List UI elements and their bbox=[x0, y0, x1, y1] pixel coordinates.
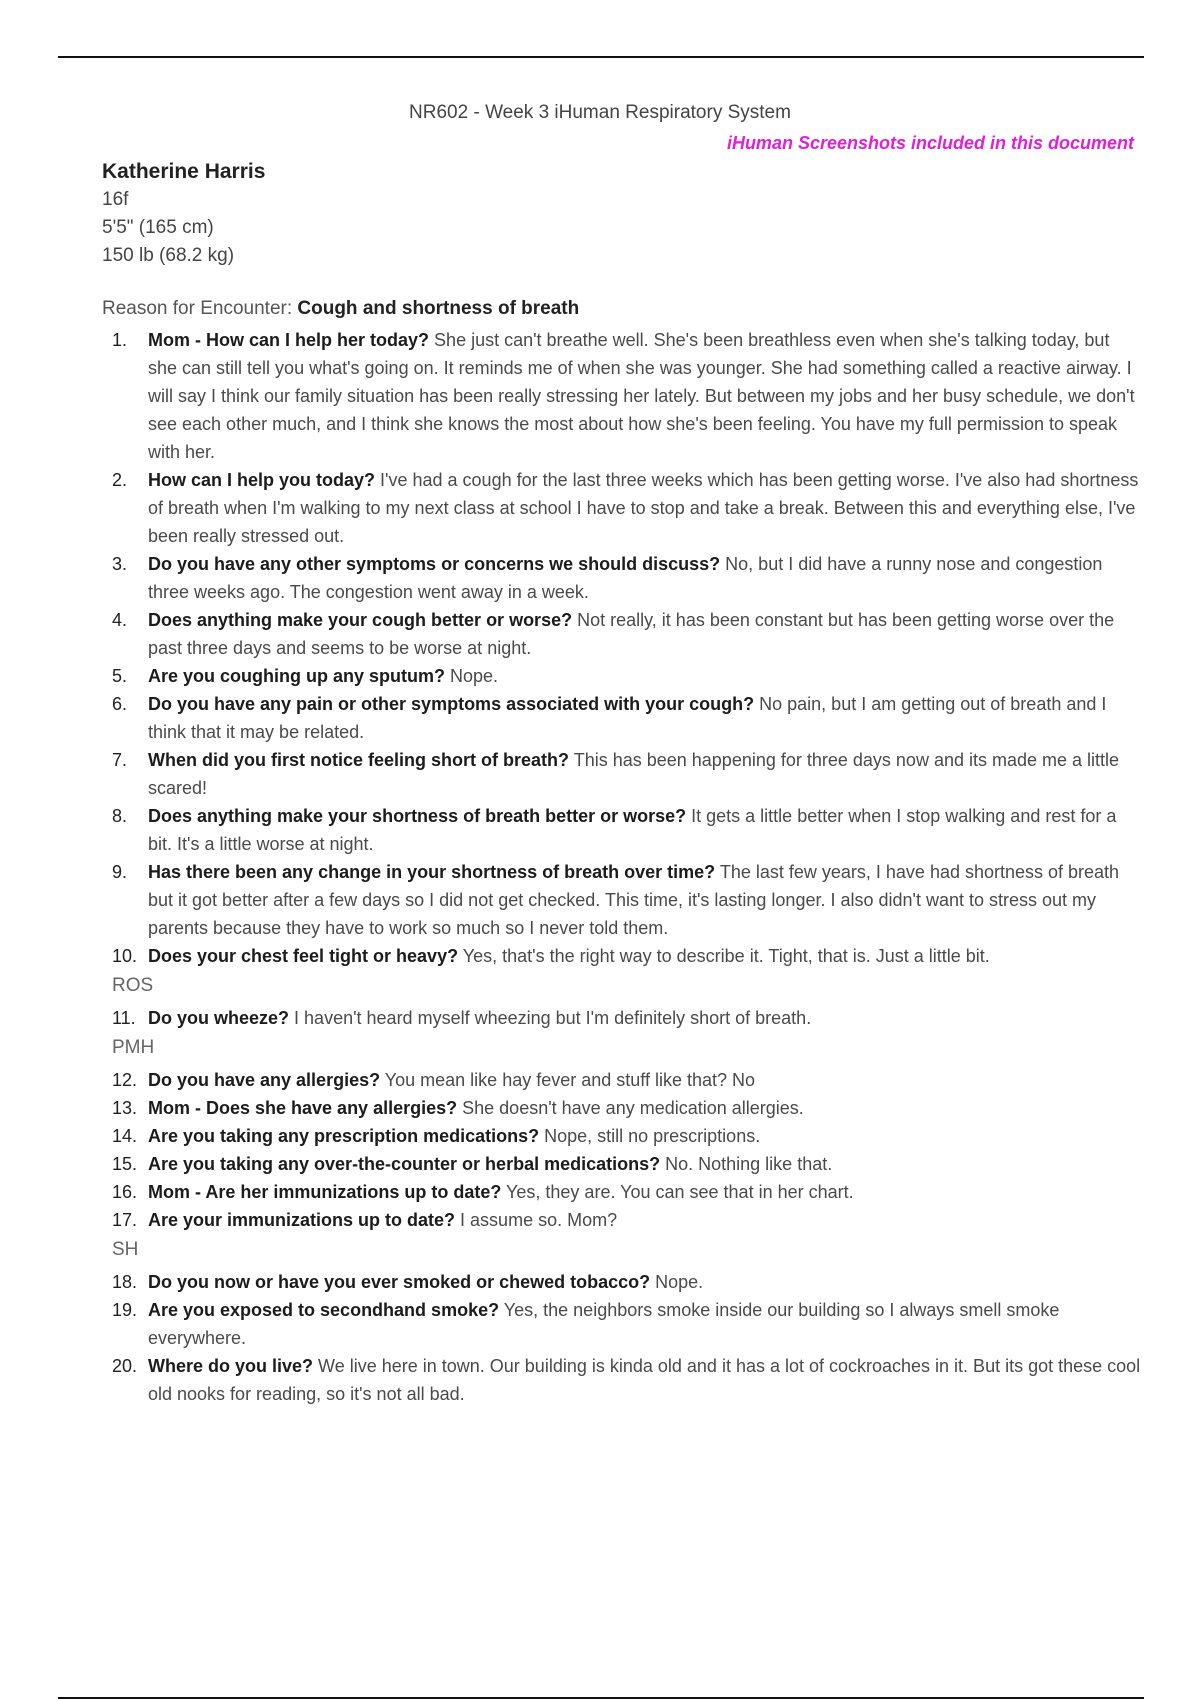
qa-number: 2. bbox=[112, 470, 128, 490]
qa-answer: Yes, that's the right way to describe it. Tight, that is. Just a little bit. bbox=[462, 946, 990, 966]
qa-list bbox=[102, 326, 1142, 1408]
qa-question: Where do you live? bbox=[148, 1356, 314, 1376]
reason-label: Reason for Encounter: bbox=[102, 298, 298, 319]
qa-question: Does your chest feel tight or heavy? bbox=[148, 946, 459, 966]
qa-answer: Nope. bbox=[450, 666, 499, 686]
qa-number: 11. bbox=[112, 1008, 136, 1028]
qa-answer: Not really, it has been constant but has been getting worse over the past three days and seems to be worse at night. bbox=[148, 610, 1115, 658]
qa-answer: No pain, but I am getting out of breath and I think that it may be related. bbox=[148, 694, 1107, 742]
qa-item bbox=[102, 1178, 1142, 1206]
qa-question: Do you now or have you ever smoked or chewed tobacco? bbox=[148, 1272, 651, 1292]
screenshot-note: iHuman Screenshots included in this document bbox=[726, 133, 1134, 153]
qa-question: Are you coughing up any sputum? bbox=[148, 666, 445, 686]
qa-number: 20. bbox=[112, 1356, 138, 1376]
qa-answer: She just can't breathe well. She's been breathless even when she's talking today, but she can still tell you what's going on. It reminds me of when she was younger. She had something called a reactive airway. I will say I think our family situation has been really stressing her lately. But between my jobs and her busy schedule, we don't see each other much, and I think she knows the most about how she's been feeling. You have my full permission to speak with her. bbox=[148, 330, 1135, 462]
qa-number: 14. bbox=[112, 1126, 138, 1146]
qa-number: 13. bbox=[112, 1098, 138, 1118]
qa-question: When did you first notice feeling short of breath? bbox=[148, 750, 570, 770]
qa-number: 7. bbox=[112, 750, 128, 770]
qa-item bbox=[102, 802, 1142, 858]
qa-number: 4. bbox=[112, 610, 128, 630]
qa-question: Are you taking any over-the-counter or herbal medications? bbox=[148, 1154, 661, 1174]
qa-answer: It gets a little better when I stop walking and rest for a bit. It's a little worse at night. bbox=[148, 806, 1117, 854]
section-heading-ros: ROS bbox=[112, 975, 154, 996]
qa-item bbox=[102, 1066, 1142, 1094]
section-heading-pmh: PMH bbox=[112, 1037, 155, 1058]
qa-answer: Yes, the neighbors smoke inside our building so I always smell smoke everywhere. bbox=[148, 1300, 1060, 1348]
document-title: NR602 - Week 3 iHuman Respiratory System bbox=[409, 102, 791, 123]
qa-question: Are you exposed to secondhand smoke? bbox=[148, 1300, 500, 1320]
qa-number: 9. bbox=[112, 862, 128, 882]
qa-number: 15. bbox=[112, 1154, 138, 1174]
qa-answer: Nope. bbox=[655, 1272, 704, 1292]
qa-item bbox=[102, 746, 1142, 802]
patient-name: Katherine Harris bbox=[102, 160, 266, 183]
qa-item bbox=[102, 550, 1142, 606]
patient-age-sex: 16f bbox=[102, 189, 129, 210]
qa-answer: Yes, they are. You can see that in her chart. bbox=[506, 1182, 854, 1202]
qa-answer: I assume so. Mom? bbox=[460, 1210, 618, 1230]
qa-item bbox=[102, 1150, 1142, 1178]
qa-answer: The last few years, I have had shortness of breath but it got better after a few days so I did not get checked. This time, it's lasting longer. I also didn't want to stress out my parents because they have to work so much so I never told them. bbox=[148, 862, 1120, 938]
qa-number: 1. bbox=[112, 330, 128, 350]
qa-answer: She doesn't have any medication allergies. bbox=[462, 1098, 804, 1118]
qa-number: 16. bbox=[112, 1182, 138, 1202]
qa-item bbox=[102, 1352, 1142, 1408]
qa-question: Mom - Are her immunizations up to date? bbox=[148, 1182, 502, 1202]
qa-item bbox=[102, 1268, 1142, 1296]
patient-height: 5'5" (165 cm) bbox=[102, 217, 214, 238]
qa-answer: You mean like hay fever and stuff like that? No bbox=[384, 1070, 756, 1090]
qa-answer: This has been happening for three days now and its made me a little scared! bbox=[148, 750, 1120, 798]
qa-answer: We live here in town. Our building is kinda old and it has a lot of cockroaches in it. But its got these cool old nooks for reading, so it's not all bad. bbox=[148, 1356, 1141, 1404]
qa-number: 12. bbox=[112, 1070, 138, 1090]
qa-answer: No. Nothing like that. bbox=[665, 1154, 833, 1174]
bottom-rule bbox=[58, 1697, 1144, 1699]
qa-question: Do you have any allergies? bbox=[148, 1070, 381, 1090]
qa-answer: No, but I did have a runny nose and congestion three weeks ago. The congestion went away in a week. bbox=[148, 554, 1103, 602]
qa-item bbox=[102, 1206, 1142, 1234]
qa-number: 8. bbox=[112, 806, 128, 826]
qa-question: Has there been any change in your shortness of breath over time? bbox=[148, 862, 716, 882]
reason-for-encounter bbox=[102, 298, 579, 320]
qa-question: Are your immunizations up to date? bbox=[148, 1210, 456, 1230]
qa-question: Are you taking any prescription medications? bbox=[148, 1126, 540, 1146]
section-heading-sh: SH bbox=[112, 1239, 139, 1260]
patient-info bbox=[102, 158, 265, 270]
top-rule bbox=[58, 56, 1144, 58]
qa-item bbox=[102, 1296, 1142, 1352]
qa-item bbox=[102, 466, 1142, 550]
qa-item bbox=[102, 1094, 1142, 1122]
qa-number: 5. bbox=[112, 666, 128, 686]
qa-item bbox=[102, 1004, 1142, 1032]
qa-answer: I haven't heard myself wheezing but I'm definitely short of breath. bbox=[294, 1008, 812, 1028]
qa-item bbox=[102, 942, 1142, 970]
qa-item bbox=[102, 606, 1142, 662]
reason-value: Cough and shortness of breath bbox=[297, 298, 580, 319]
qa-item bbox=[102, 1122, 1142, 1150]
qa-item bbox=[102, 690, 1142, 746]
qa-question: How can I help you today? bbox=[148, 470, 376, 490]
qa-question: Do you have any other symptoms or concerns we should discuss? bbox=[148, 554, 721, 574]
qa-question: Mom - How can I help her today? bbox=[148, 330, 430, 350]
qa-number: 19. bbox=[112, 1300, 138, 1320]
qa-question: Mom - Does she have any allergies? bbox=[148, 1098, 458, 1118]
qa-number: 6. bbox=[112, 694, 128, 714]
qa-item bbox=[102, 858, 1142, 942]
patient-weight: 150 lb (68.2 kg) bbox=[102, 245, 235, 266]
qa-question: Does anything make your shortness of breath better or worse? bbox=[148, 806, 687, 826]
qa-question: Do you wheeze? bbox=[148, 1008, 290, 1028]
qa-answer: I've had a cough for the last three weeks which has been getting worse. I've also had shortness of breath when I'm walking to my next class at school I have to stop and take a break. Between this and everything else, I've been really stressed out. bbox=[148, 470, 1139, 546]
qa-number: 10. bbox=[112, 946, 138, 966]
qa-number: 18. bbox=[112, 1272, 138, 1292]
qa-number: 3. bbox=[112, 554, 128, 574]
qa-question: Do you have any pain or other symptoms associated with your cough? bbox=[148, 694, 755, 714]
qa-question: Does anything make your cough better or worse? bbox=[148, 610, 573, 630]
qa-item bbox=[102, 326, 1142, 466]
qa-item bbox=[102, 662, 1142, 690]
qa-answer: Nope, still no prescriptions. bbox=[544, 1126, 761, 1146]
qa-number: 17. bbox=[112, 1210, 138, 1230]
